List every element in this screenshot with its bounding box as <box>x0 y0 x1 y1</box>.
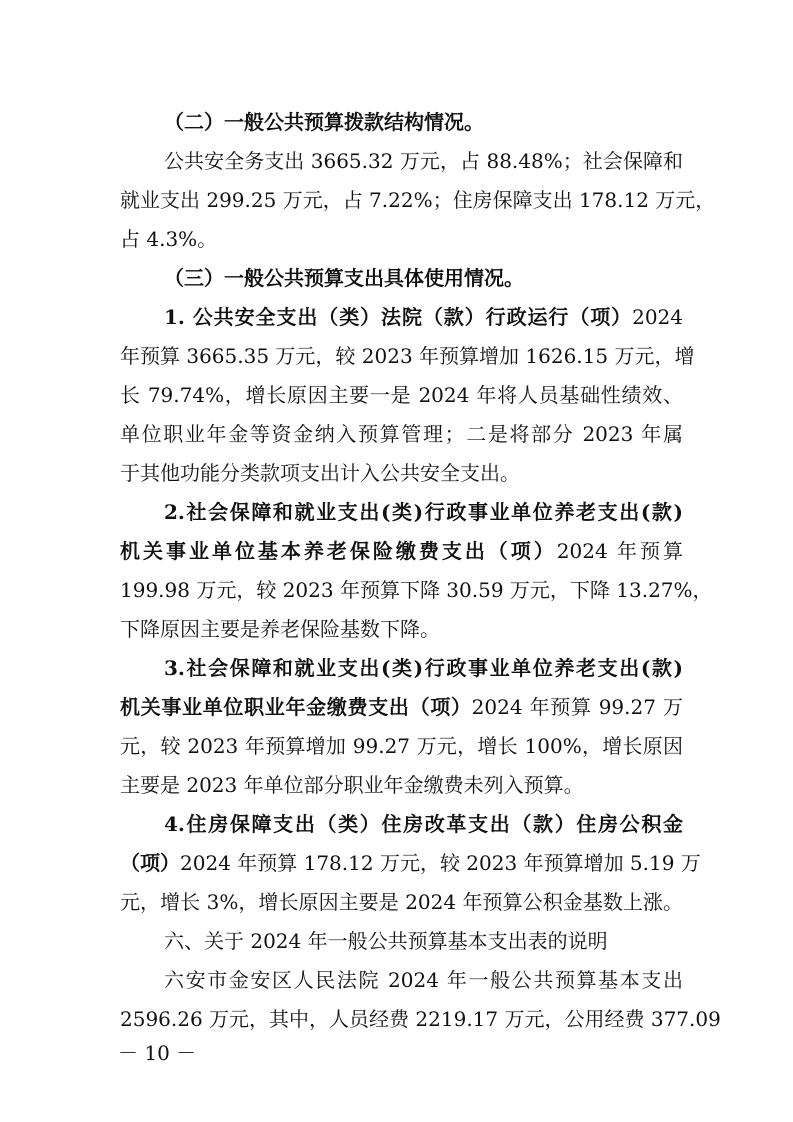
item-4-line-2 <box>120 850 701 876</box>
item-1-label: 1. 公共安全支出（类）法院（款）行政运行（项） <box>164 305 633 329</box>
item-1-line-1-rest: 2024 <box>632 305 683 329</box>
item-1-line-4: 单位职业年金等资金纳入预算管理；二是将部分 2023 年属 <box>120 422 683 446</box>
section-3-heading: （三）一般公共预算支出具体使用情况。 <box>164 266 524 290</box>
item-1-line-2: 年预算 3665.35 万元，较 2023 年预算增加 1626.15 万元，增 <box>120 344 695 368</box>
item-3-line-4: 主要是 2023 年单位部分职业年金缴费未列入预算。 <box>120 773 584 797</box>
section-2-line-2: 就业支出 299.25 万元，占 7.22%；住房保障支出 178.12 万元， <box>120 188 716 212</box>
section-2-line-1: 公共安全务支出 3665.32 万元，占 88.48%；社会保障和 <box>164 149 683 173</box>
section-2-heading: （二）一般公共预算拨款结构情况。 <box>164 110 484 134</box>
item-2-label-line-2: 机关事业单位基本养老保险缴费支出（项） <box>120 539 557 563</box>
section-6-line-2: 2596.26 万元，其中，人员经费 2219.17 万元，公用经费 377.09 <box>120 1007 721 1031</box>
item-4-line-1: 4.住房保障支出（类）住房改革支出（款）住房公积金 <box>164 812 683 836</box>
item-1-line-5: 于其他功能分类款项支出计入公共安全支出。 <box>120 461 520 485</box>
item-3-line-2 <box>120 694 683 720</box>
item-1-line-1 <box>164 304 683 330</box>
section-6-line-1: 六安市金安区人民法院 2024 年一般公共预算基本支出 <box>164 968 683 992</box>
item-4-line-2-rest: 2024 年预算 178.12 万元，较 2023 年预算增加 5.19 万 <box>180 851 701 875</box>
item-3-line-1: 3.社会保障和就业支出(类)行政事业单位养老支出(款) <box>164 656 683 680</box>
item-3-label-line-2: 机关事业单位职业年金缴费支出（项） <box>120 695 472 719</box>
item-2-line-2 <box>120 538 683 564</box>
item-4-label-line-2: （项） <box>120 851 180 875</box>
item-1-line-3: 长 79.74%，增长原因主要一是 2024 年将人员基础性绩效、 <box>120 383 683 407</box>
section-6-heading: 六、关于 2024 年一般公共预算基本支出表的说明 <box>164 929 608 953</box>
item-2-line-3: 199.98 万元，较 2023 年预算下降 30.59 万元，下降 13.27%， <box>120 578 713 602</box>
item-2-line-4: 下降原因主要是养老保险基数下降。 <box>120 617 440 641</box>
item-3-line-2-rest: 2024 年预算 99.27 万 <box>471 695 683 719</box>
item-2-line-1: 2.社会保障和就业支出(类)行政事业单位养老支出(款) <box>164 500 683 524</box>
item-2-line-2-rest: 2024 年预算 <box>556 539 684 563</box>
item-4-line-3: 元，增长 3%，增长原因主要是 2024 年预算公积金基数上涨。 <box>120 890 683 914</box>
page-number: － 10 － <box>118 1041 197 1065</box>
item-3-line-3: 元，较 2023 年预算增加 99.27 万元，增长 100%，增长原因 <box>120 734 683 758</box>
section-2-line-3: 占 4.3%。 <box>120 227 218 251</box>
